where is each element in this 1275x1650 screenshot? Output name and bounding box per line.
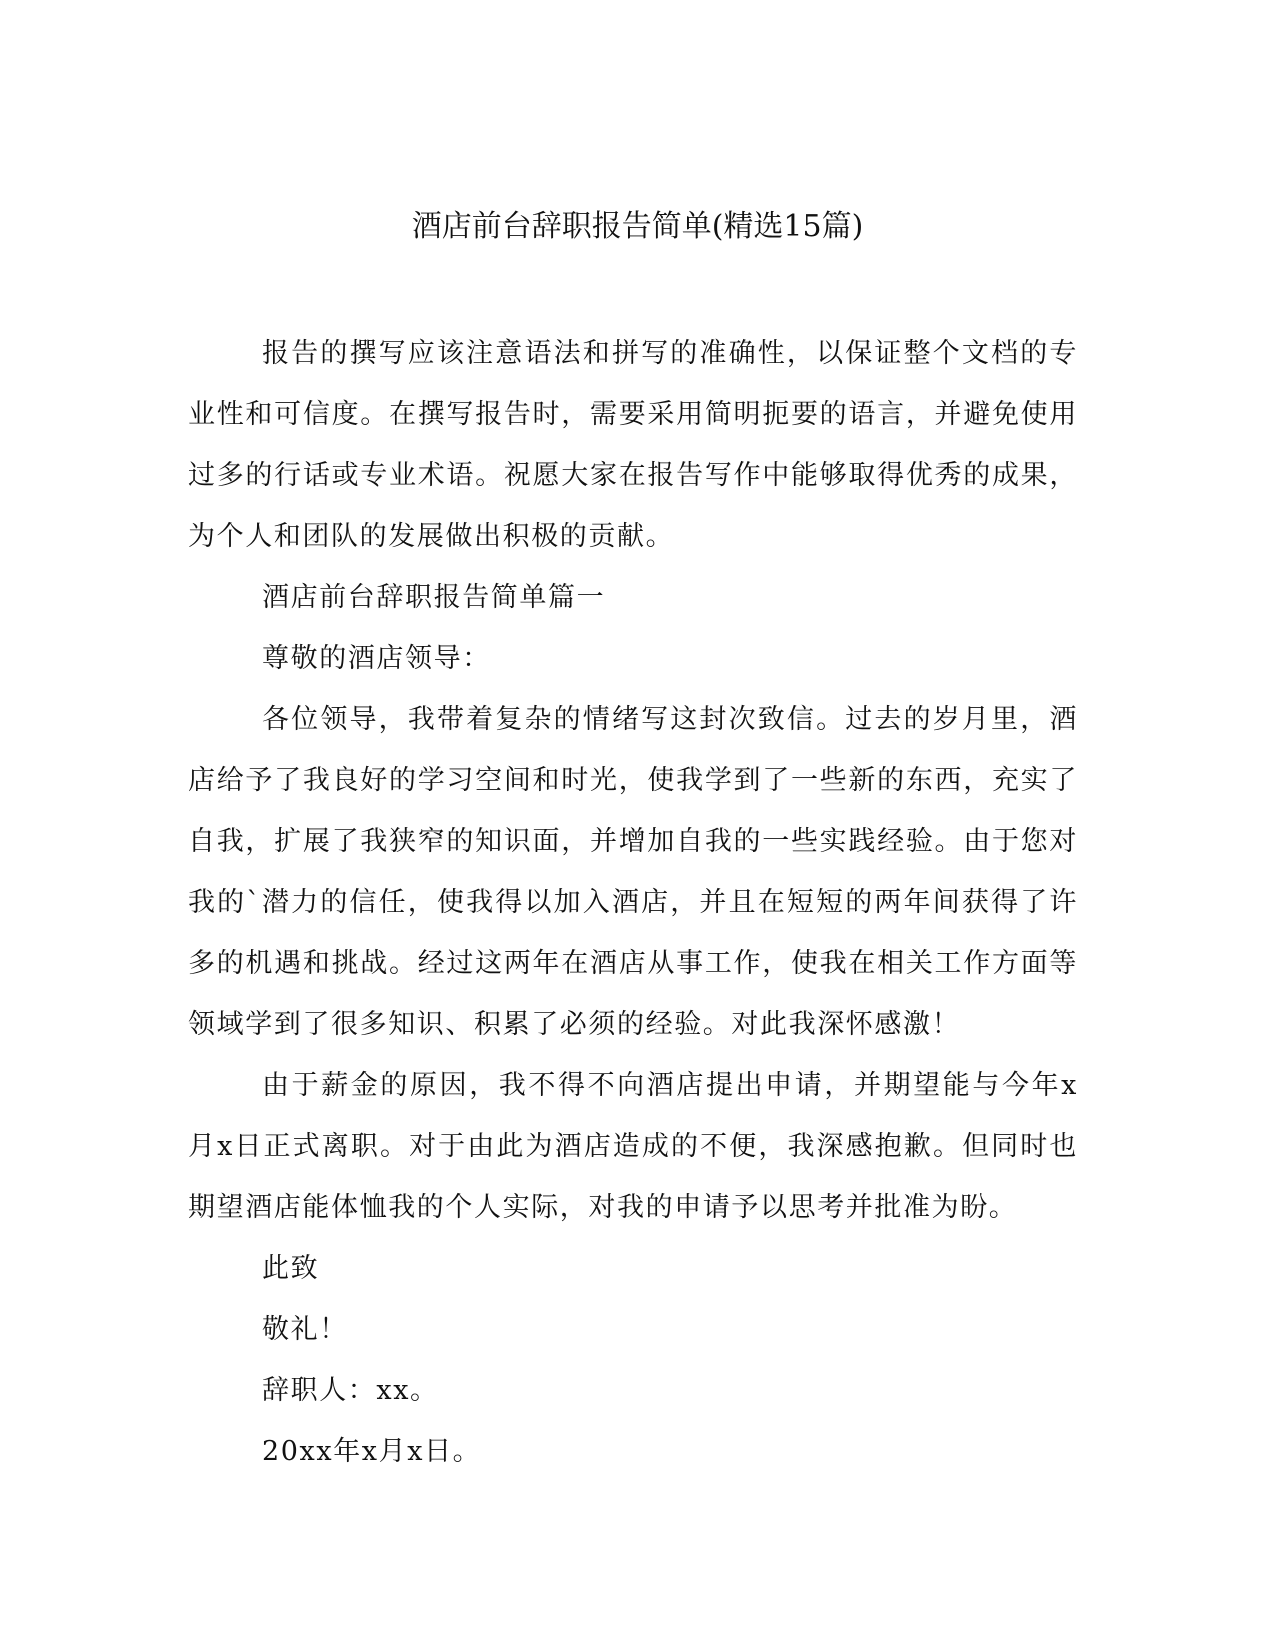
- letter-date: 20xx年x月x日。: [262, 1436, 482, 1467]
- document-title: 酒店前台辞职报告简单(精选15篇): [411, 209, 864, 244]
- letter-paragraph-1: 各位领导，我带着复杂的情绪写这封次致信。过去的岁月里，酒店给予了我良好的学习空间和时光，使我学到了一些新的东西，充实了自我，扩展了我狭窄的知识面，并增加自我的一些实践经验。由于您对我的`潜力的信任，使我得以加入酒店，并且在短短的两年间获得了许多的机遇和挑战。经过这两年在酒店从事工作，使我在相关工作方面等领域学到了很多知识、积累了必须的经验。对此我深怀感激！: [188, 704, 1078, 1040]
- letter-paragraph-2: 由于薪金的原因，我不得不向酒店提出申请，并期望能与今年x月x日正式离职。对于由此为酒店造成的不便，我深感抱歉。但同时也期望酒店能体恤我的个人实际，对我的申请予以思考并批准为盼。: [188, 1070, 1078, 1223]
- salutation: 尊敬的酒店领导：: [262, 643, 491, 674]
- section-heading: 酒店前台辞职报告简单篇一: [262, 582, 606, 613]
- closing-line-2: 敬礼！: [262, 1314, 348, 1345]
- intro-paragraph: 报告的撰写应该注意语法和拼写的准确性，以保证整个文档的专业性和可信度。在撰写报告时，需要采用简明扼要的语言，并避免使用过多的行话或专业术语。祝愿大家在报告写作中能够取得优秀的成果，为个人和团队的发展做出积极的贡献。: [188, 338, 1078, 552]
- closing-line-1: 此致: [262, 1253, 320, 1284]
- signature: 辞职人：xx。: [262, 1375, 439, 1406]
- document-body: [188, 323, 1078, 1482]
